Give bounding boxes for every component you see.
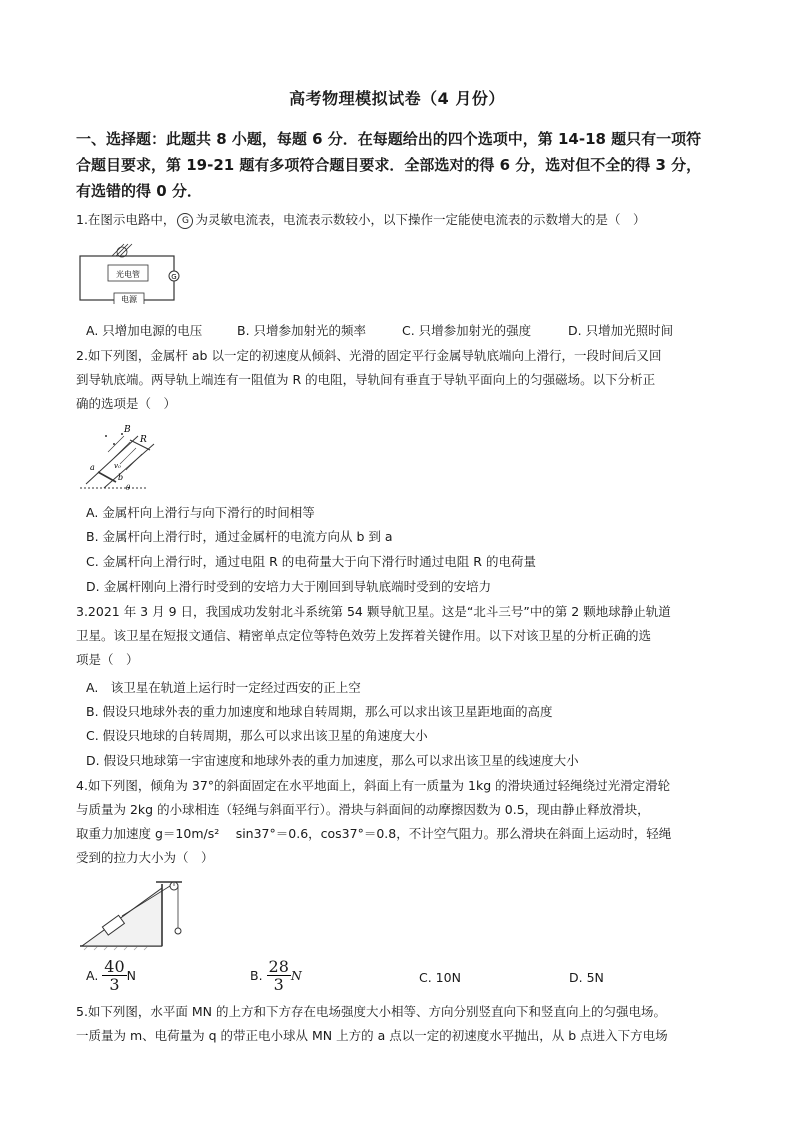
q1-option-c: C. 只增参加射光的强度 [402,323,532,338]
q3-option-d: D. 假设只地球第一宇宙速度和地球外表的重力加速度，那么可以求出该卫星的线速度大小 [86,753,579,768]
q2-option-c: C. 金属杆向上滑行时，通过电阻 R 的电荷量大于向下滑行时通过电阻 R 的电荷量 [86,554,536,569]
q4-stem-line: 取重力加速度 g＝10m/s² sin37°＝0.6，cos37°＝0.8，不计空气阻力。那么滑块在斜面上运动时，轻绳 [76,826,672,841]
q2-stem-line: 确的选项是（ ） [76,396,177,411]
inclined-rails-figure [78,422,162,494]
frac-denominator: 3 [109,975,120,994]
q4-option-c: C. 10N [419,970,461,985]
frac-numerator: 28 [268,957,289,976]
q4-option-b-unit: N [290,968,302,983]
q3-option-a: A. 该卫星在轨道上运行时一定经过西安的正上空 [86,680,361,695]
q3-option-b: B. 假设只地球外表的重力加速度和地球自转周期，那么可以求出该卫星距地面的高度 [86,704,553,719]
question-1-stem [76,208,726,232]
label-a: a [90,463,95,472]
q2-option-a: A. 金属杆向上滑行与向下滑行的时间相等 [86,505,315,520]
q4-stem-line: 4.如下列图，倾角为 37°的斜面固定在水平地面上，斜面上有一质量为 1kg 的滑块通过轻绳绕过光滑定滑轮 [76,778,671,793]
q4-option-b-prefix: B. [250,968,263,983]
label-b: b [118,473,124,482]
label-r: R [140,435,147,445]
fraction-28-3 [267,958,291,993]
q4-option-a [86,958,136,993]
q1-stem-part: 1.在图示电路中， [76,212,176,227]
q2-option-d: D. 金属杆刚向上滑行时受到的安培力大于刚回到导轨底端时受到的安培力 [86,579,492,594]
question-2-stem [76,344,726,416]
q5-stem-line: 一质量为 m、电荷量为 q 的带正电小球从 MN 上方的 a 点以一定的初速度水平抛出，从 b 点进入下方电场 [76,1028,668,1043]
frac-numerator: 40 [104,957,125,976]
section-instructions [76,126,726,204]
page-title: 高考物理模拟试卷（4 月份） [289,89,505,108]
q4-option-a-unit: N [126,968,137,983]
q1-stem-part: 为灵敏电流表，电流表示数较小，以下操作一定能使电流表的示数增大的是（ ） [195,212,646,227]
frac-denominator: 3 [273,975,284,994]
section-line: 合题目要求，第 19-21 题有多项符合题目要求．全部选对的得 6 分，选对但不全的得 3 分， [76,156,702,174]
galvanometer-label: G [171,273,177,281]
q3-stem-line: 项是（ ） [76,652,139,667]
q3-stem-line: 3.2021 年 3 月 9 日，我国成功发射北斗系统第 54 颗导航卫星。这是“北斗三号”中的第 2 颗地球静止轨道 [76,604,671,619]
q4-option-b [250,958,302,993]
power-source-label: 电源 [121,295,137,304]
q2-stem-line: 2.如下列图，金属杆 ab 以一定的初速度从倾斜、光滑的固定平行金属导轨底端向上滑行，一段时间后又回 [76,348,662,363]
q1-option-b: B. 只增参加射光的频率 [237,323,367,338]
q1-option-a: A. 只增加电源的电压 [86,323,203,338]
q4-stem-line: 受到的拉力大小为（ ） [76,850,214,865]
section-line: 有选错的得 0 分． [76,182,202,200]
label-b-field: B [124,425,131,435]
q4-stem-line: 与质量为 2kg 的小球相连（轻绳与斜面平行）。滑块与斜面间的动摩擦因数为 0.5，现由静止释放滑块， [76,802,650,817]
label-theta: θ [126,484,131,492]
q1-option-d: D. 只增加光照时间 [568,323,674,338]
label-v0: v₀ [114,462,121,470]
section-line: 一、选择题：此题共 8 小题，每题 6 分．在每题给出的四个选项中，第 14-18 题只有一项符 [76,130,702,148]
q2-stem-line: 到导轨底端。两导轨上端连有一阻值为 R 的电阻，导轨间有垂直于导轨平面向上的匀强磁场。以下分析正 [76,372,656,387]
question-5-stem [76,1000,726,1048]
photocell-label: 光电管 [116,270,140,279]
question-4-stem [76,774,726,870]
q3-stem-line: 卫星。该卫星在短报文通信、精密单点定位等特色效劳上发挥着关键作用。以下对该卫星的分析正确的选 [76,628,652,643]
photocell-circuit-figure [78,238,186,304]
fraction-40-3 [102,958,126,993]
q3-option-c: C. 假设只地球的自转周期，那么可以求出该卫星的角速度大小 [86,728,428,743]
galvanometer-icon: G [177,213,193,229]
q4-option-a-prefix: A. [86,968,99,983]
q4-option-d: D. 5N [569,970,604,985]
q2-option-b: B. 金属杆向上滑行时，通过金属杆的电流方向从 b 到 a [86,529,393,544]
question-3-stem [76,600,726,672]
q5-stem-line: 5.如下列图，水平面 MN 的上方和下方存在电场强度大小相等、方向分别竖直向下和竖直向上的匀强电场。 [76,1004,667,1019]
incline-pulley-figure [80,876,192,952]
